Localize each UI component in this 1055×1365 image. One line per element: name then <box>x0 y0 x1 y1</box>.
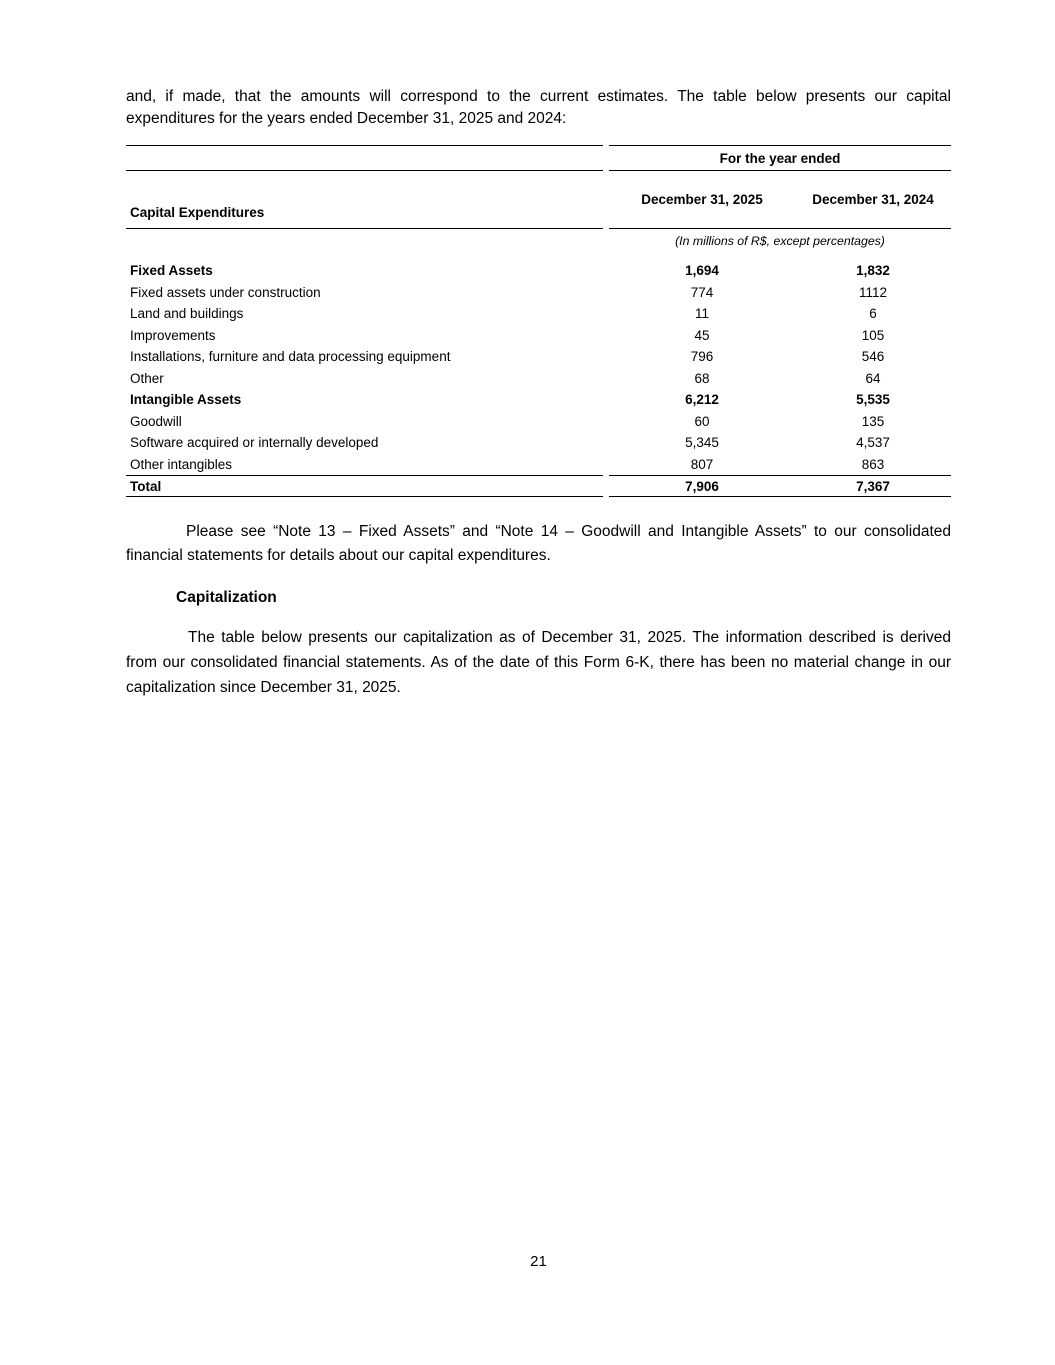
table-row <box>126 346 951 368</box>
value-2025: 11 <box>694 306 709 322</box>
value-2025: 796 <box>690 349 714 365</box>
row-label: Land and buildings <box>130 306 244 322</box>
value-2025: 774 <box>690 284 714 300</box>
notes-paragraph: Please see “Note 13 – Fixed Assets” and “Note 14 – Goodwill and Intangible Assets” to our consolidated financial statements for details about our capital expenditures. <box>126 523 951 564</box>
value-2024: 546 <box>861 349 885 365</box>
value-2025: 1,694 <box>685 263 719 279</box>
value-2025: 807 <box>690 456 714 472</box>
table-row <box>126 432 951 454</box>
column-header-2024: December 31, 2024 <box>795 171 951 229</box>
capital-expenditures-table <box>126 145 951 497</box>
table-row <box>126 303 951 325</box>
capitalization-heading: Capitalization <box>176 589 277 606</box>
value-2025: 68 <box>694 370 710 386</box>
value-2025: 6,212 <box>685 392 719 408</box>
units-empty-cell <box>126 229 609 260</box>
table-row <box>126 325 951 347</box>
table-header-row <box>126 171 951 229</box>
value-2024: 4,537 <box>856 435 890 451</box>
row-label: Other <box>130 370 164 386</box>
table-row <box>126 260 951 282</box>
table-spanner-header: For the year ended <box>609 145 951 171</box>
page-number: 21 <box>530 1253 547 1270</box>
value-2024: 7,367 <box>795 475 951 497</box>
row-label: Installations, furniture and data processing equipment <box>130 349 451 365</box>
table-total-row <box>126 475 951 497</box>
intro-paragraph: and, if made, that the amounts will correspond to the current estimates. The table below presents our capital expenditures for the years ended December 31, 2025 and 2024: <box>126 88 951 127</box>
value-2024: 64 <box>865 370 881 386</box>
row-label: Fixed Assets <box>130 263 213 279</box>
value-2024: 135 <box>861 413 885 429</box>
row-label: Intangible Assets <box>130 392 242 408</box>
row-label: Goodwill <box>130 413 182 429</box>
row-label: Other intangibles <box>130 456 233 472</box>
table-row <box>126 389 951 411</box>
table-spanner-row <box>126 145 951 171</box>
row-label: Fixed assets under construction <box>130 284 321 300</box>
table-row <box>126 368 951 390</box>
value-2024: 5,535 <box>856 392 890 408</box>
value-2025: 45 <box>694 327 710 343</box>
value-2024: 6 <box>869 306 877 322</box>
spanner-empty-cell <box>126 145 603 171</box>
table-row-header: Capital Expenditures <box>126 171 603 229</box>
value-2025: 60 <box>694 413 710 429</box>
units-note: (In millions of R$, except percentages) <box>675 234 885 248</box>
page-content <box>126 0 951 1365</box>
value-2024: 105 <box>861 327 885 343</box>
value-2025: 7,906 <box>609 475 795 497</box>
value-2025: 5,345 <box>685 435 719 451</box>
value-2024: 1112 <box>858 284 888 300</box>
capitalization-paragraph: The table below presents our capitalization as of December 31, 2025. The information described is derived from our consolidated financial statements. As of the date of this Form 6-K, there has been no material change in our capitalization since December 31, 2025. <box>126 629 951 696</box>
table-row <box>126 282 951 304</box>
value-2024: 1,832 <box>856 263 890 279</box>
table-row <box>126 454 951 476</box>
row-label: Total <box>126 475 603 497</box>
column-header-2025: December 31, 2025 <box>609 171 795 229</box>
table-row <box>126 411 951 433</box>
row-label: Software acquired or internally developed <box>130 435 379 451</box>
row-label: Improvements <box>130 327 216 343</box>
table-units-row <box>126 229 951 260</box>
value-2024: 863 <box>861 456 885 472</box>
